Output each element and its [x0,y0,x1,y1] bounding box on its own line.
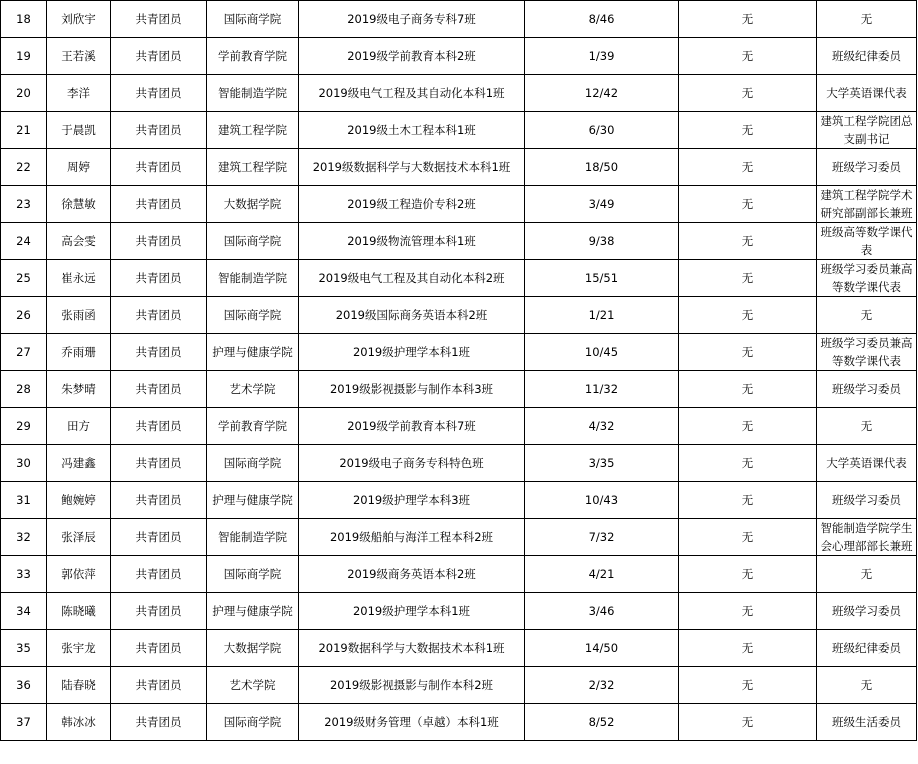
cell-political-status: 共青团员 [111,260,207,297]
table-row [1,149,917,186]
cell-name: 徐慧敏 [47,186,111,223]
cell-name: 于晨凯 [47,112,111,149]
cell-class: 2019级船舶与海洋工程本科2班 [299,519,525,556]
cell-number: 25 [1,260,47,297]
cell-failed-courses: 无 [679,1,817,38]
cell-political-status: 共青团员 [111,704,207,741]
cell-rank: 3/35 [525,445,679,482]
cell-number: 35 [1,630,47,667]
cell-class: 2019级电子商务专科特色班 [299,445,525,482]
cell-rank: 6/30 [525,112,679,149]
cell-political-status: 共青团员 [111,75,207,112]
cell-failed-courses: 无 [679,408,817,445]
table-row [1,1,917,38]
cell-college: 国际商学院 [207,297,299,334]
cell-position: 无 [817,1,917,38]
cell-failed-courses: 无 [679,704,817,741]
cell-number: 37 [1,704,47,741]
cell-number: 20 [1,75,47,112]
cell-college: 艺术学院 [207,667,299,704]
cell-class: 2019级电子商务专科7班 [299,1,525,38]
cell-number: 29 [1,408,47,445]
cell-class: 2019级工程造价专科2班 [299,186,525,223]
cell-rank: 4/32 [525,408,679,445]
cell-position: 智能制造学院学生会心理部部长兼班 [817,519,917,556]
cell-name: 张泽辰 [47,519,111,556]
cell-name: 李洋 [47,75,111,112]
cell-college: 国际商学院 [207,223,299,260]
cell-name: 朱梦晴 [47,371,111,408]
cell-rank: 3/46 [525,593,679,630]
cell-failed-courses: 无 [679,667,817,704]
cell-name: 韩冰冰 [47,704,111,741]
cell-failed-courses: 无 [679,334,817,371]
table-row [1,519,917,556]
cell-failed-courses: 无 [679,297,817,334]
cell-rank: 18/50 [525,149,679,186]
cell-college: 护理与健康学院 [207,334,299,371]
cell-class: 2019级土木工程本科1班 [299,112,525,149]
cell-position: 班级学习委员 [817,593,917,630]
cell-rank: 9/38 [525,223,679,260]
cell-name: 张宇龙 [47,630,111,667]
cell-college: 国际商学院 [207,704,299,741]
cell-name: 高会雯 [47,223,111,260]
cell-name: 陆春晓 [47,667,111,704]
cell-class: 2019数据科学与大数据技术本科1班 [299,630,525,667]
cell-position: 无 [817,556,917,593]
cell-political-status: 共青团员 [111,371,207,408]
cell-political-status: 共青团员 [111,593,207,630]
cell-failed-courses: 无 [679,593,817,630]
cell-position: 班级学习委员兼高等数学课代表 [817,334,917,371]
cell-position: 大学英语课代表 [817,445,917,482]
cell-rank: 7/32 [525,519,679,556]
table-row [1,334,917,371]
cell-class: 2019级电气工程及其自动化本科2班 [299,260,525,297]
cell-position: 大学英语课代表 [817,75,917,112]
cell-political-status: 共青团员 [111,186,207,223]
cell-position: 班级高等数学课代表 [817,223,917,260]
cell-failed-courses: 无 [679,371,817,408]
cell-college: 国际商学院 [207,556,299,593]
table-row [1,75,917,112]
cell-class: 2019级财务管理（卓越）本科1班 [299,704,525,741]
cell-college: 大数据学院 [207,186,299,223]
table-row [1,408,917,445]
cell-college: 智能制造学院 [207,519,299,556]
cell-political-status: 共青团员 [111,223,207,260]
cell-failed-courses: 无 [679,445,817,482]
cell-name: 刘欣宇 [47,1,111,38]
cell-position: 班级纪律委员 [817,630,917,667]
cell-failed-courses: 无 [679,556,817,593]
cell-rank: 10/43 [525,482,679,519]
cell-political-status: 共青团员 [111,519,207,556]
table-row [1,371,917,408]
cell-failed-courses: 无 [679,482,817,519]
table-row [1,593,917,630]
cell-rank: 11/32 [525,371,679,408]
cell-position: 无 [817,297,917,334]
cell-class: 2019级国际商务英语本科2班 [299,297,525,334]
cell-political-status: 共青团员 [111,1,207,38]
cell-failed-courses: 无 [679,75,817,112]
cell-number: 36 [1,667,47,704]
cell-failed-courses: 无 [679,112,817,149]
cell-political-status: 共青团员 [111,556,207,593]
cell-failed-courses: 无 [679,630,817,667]
cell-rank: 10/45 [525,334,679,371]
cell-class: 2019级学前教育本科7班 [299,408,525,445]
cell-political-status: 共青团员 [111,482,207,519]
cell-college: 护理与健康学院 [207,482,299,519]
cell-political-status: 共青团员 [111,334,207,371]
cell-rank: 4/21 [525,556,679,593]
cell-rank: 1/21 [525,297,679,334]
table-row [1,186,917,223]
cell-class: 2019级影视摄影与制作本科3班 [299,371,525,408]
table-row [1,38,917,75]
cell-political-status: 共青团员 [111,38,207,75]
cell-rank: 12/42 [525,75,679,112]
cell-name: 周婷 [47,149,111,186]
cell-political-status: 共青团员 [111,408,207,445]
cell-name: 张雨函 [47,297,111,334]
cell-position: 班级纪律委员 [817,38,917,75]
cell-rank: 8/46 [525,1,679,38]
cell-number: 18 [1,1,47,38]
cell-class: 2019级学前教育本科2班 [299,38,525,75]
cell-college: 建筑工程学院 [207,112,299,149]
cell-number: 19 [1,38,47,75]
cell-name: 乔雨珊 [47,334,111,371]
cell-number: 32 [1,519,47,556]
cell-name: 王若溪 [47,38,111,75]
cell-name: 崔永远 [47,260,111,297]
cell-political-status: 共青团员 [111,297,207,334]
cell-number: 23 [1,186,47,223]
table-row [1,445,917,482]
table-row [1,630,917,667]
cell-name: 郭依萍 [47,556,111,593]
cell-college: 建筑工程学院 [207,149,299,186]
cell-failed-courses: 无 [679,223,817,260]
cell-name: 冯建鑫 [47,445,111,482]
cell-class: 2019级物流管理本科1班 [299,223,525,260]
cell-rank: 8/52 [525,704,679,741]
cell-number: 21 [1,112,47,149]
cell-college: 艺术学院 [207,371,299,408]
cell-college: 智能制造学院 [207,75,299,112]
cell-number: 26 [1,297,47,334]
cell-political-status: 共青团员 [111,445,207,482]
table-row [1,260,917,297]
cell-rank: 3/49 [525,186,679,223]
cell-name: 鲍婉婷 [47,482,111,519]
cell-position: 班级学习委员 [817,371,917,408]
cell-class: 2019级护理学本科1班 [299,334,525,371]
cell-class: 2019级护理学本科1班 [299,593,525,630]
cell-failed-courses: 无 [679,519,817,556]
cell-position: 班级生活委员 [817,704,917,741]
cell-class: 2019级影视摄影与制作本科2班 [299,667,525,704]
table-row [1,667,917,704]
cell-number: 22 [1,149,47,186]
cell-position: 建筑工程学院学术研究部副部长兼班 [817,186,917,223]
cell-position: 班级学习委员 [817,149,917,186]
cell-political-status: 共青团员 [111,667,207,704]
cell-college: 国际商学院 [207,445,299,482]
cell-college: 学前教育学院 [207,408,299,445]
cell-college: 智能制造学院 [207,260,299,297]
cell-number: 31 [1,482,47,519]
cell-failed-courses: 无 [679,149,817,186]
cell-political-status: 共青团员 [111,149,207,186]
cell-position: 无 [817,408,917,445]
cell-class: 2019级电气工程及其自动化本科1班 [299,75,525,112]
table-body [1,1,917,741]
cell-failed-courses: 无 [679,260,817,297]
cell-rank: 15/51 [525,260,679,297]
cell-political-status: 共青团员 [111,112,207,149]
cell-rank: 14/50 [525,630,679,667]
cell-class: 2019级护理学本科3班 [299,482,525,519]
cell-number: 34 [1,593,47,630]
table-row [1,556,917,593]
table-row [1,297,917,334]
table-row [1,223,917,260]
cell-rank: 2/32 [525,667,679,704]
cell-failed-courses: 无 [679,38,817,75]
table-row [1,704,917,741]
cell-number: 24 [1,223,47,260]
cell-number: 28 [1,371,47,408]
cell-college: 护理与健康学院 [207,593,299,630]
cell-number: 30 [1,445,47,482]
cell-class: 2019级数据科学与大数据技术本科1班 [299,149,525,186]
cell-college: 国际商学院 [207,1,299,38]
cell-college: 学前教育学院 [207,38,299,75]
table-row [1,112,917,149]
cell-position: 班级学习委员兼高等数学课代表 [817,260,917,297]
cell-number: 27 [1,334,47,371]
cell-name: 田方 [47,408,111,445]
cell-political-status: 共青团员 [111,630,207,667]
cell-college: 大数据学院 [207,630,299,667]
table-row [1,482,917,519]
cell-rank: 1/39 [525,38,679,75]
cell-failed-courses: 无 [679,186,817,223]
cell-position: 班级学习委员 [817,482,917,519]
cell-class: 2019级商务英语本科2班 [299,556,525,593]
cell-position: 建筑工程学院团总支副书记 [817,112,917,149]
cell-number: 33 [1,556,47,593]
cell-name: 陈晓曦 [47,593,111,630]
cell-position: 无 [817,667,917,704]
